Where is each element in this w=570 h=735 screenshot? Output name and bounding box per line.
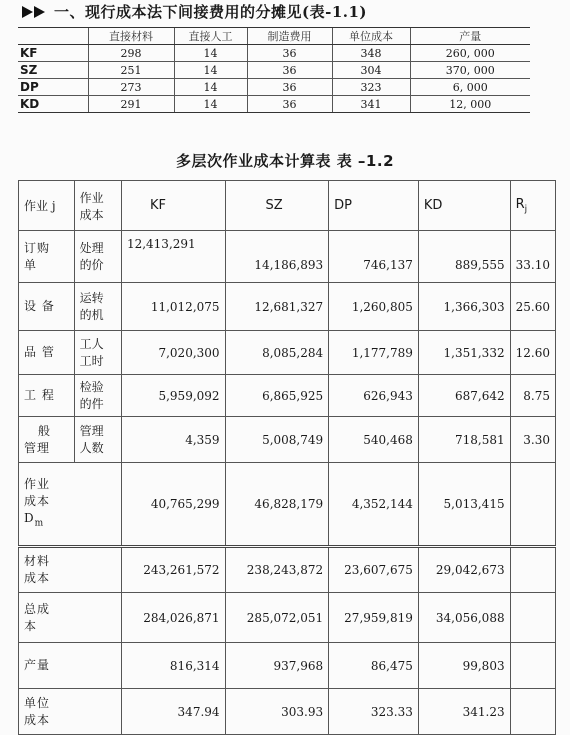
table-cell: 251 bbox=[88, 62, 174, 79]
header-manufacturing-overhead: 制造费用 bbox=[247, 28, 332, 45]
table-cell: 36 bbox=[247, 79, 332, 96]
row-label: KD bbox=[18, 96, 88, 113]
table-cell: 14 bbox=[174, 45, 247, 62]
dp-value: 4,352,144 bbox=[329, 463, 419, 547]
header-activity: 作业 j bbox=[19, 181, 75, 231]
cost-driver-label bbox=[74, 283, 121, 331]
sz-value: 238,243,872 bbox=[225, 547, 329, 593]
kd-value: 687,642 bbox=[418, 375, 510, 417]
label-line: 作业 bbox=[24, 476, 51, 491]
kf-value: 12,413,291 bbox=[121, 231, 225, 283]
kd-value: 99,803 bbox=[418, 643, 510, 689]
kf-value: 40,765,299 bbox=[121, 463, 225, 547]
kf-value: 7,020,300 bbox=[121, 331, 225, 375]
table-row bbox=[18, 96, 530, 113]
kd-value: 341.23 bbox=[418, 689, 510, 735]
table-cell: 14 bbox=[174, 96, 247, 113]
rj-value-empty bbox=[510, 547, 555, 593]
dm-subscript: m bbox=[34, 518, 45, 529]
sz-value: 937,968 bbox=[225, 643, 329, 689]
table-cell: 36 bbox=[247, 96, 332, 113]
activity-cost-table-1-2 bbox=[18, 180, 556, 735]
label-line: 单位 bbox=[24, 695, 51, 710]
table-header-row bbox=[19, 181, 556, 231]
material-cost-label bbox=[19, 547, 122, 593]
row-label: SZ bbox=[18, 62, 88, 79]
label-line: 的机 bbox=[79, 307, 104, 322]
output-label: 产量 bbox=[19, 643, 122, 689]
label-line: 工人 bbox=[79, 336, 104, 351]
table-row bbox=[19, 231, 556, 283]
label-line: 管理 bbox=[79, 423, 104, 438]
label-line: 成本 bbox=[24, 712, 51, 727]
rj-value-empty bbox=[510, 593, 555, 643]
table-cell: 341 bbox=[332, 96, 410, 113]
rj-value-empty bbox=[510, 463, 555, 547]
table-row bbox=[18, 62, 530, 79]
header-r-subscript: j bbox=[524, 204, 528, 215]
rj-value: 8.75 bbox=[510, 375, 555, 417]
header-kd: KD bbox=[418, 181, 510, 231]
activity-label: 工 程 bbox=[19, 375, 75, 417]
output-row bbox=[19, 643, 556, 689]
table-cell: 323 bbox=[332, 79, 410, 96]
header-line: 成本 bbox=[79, 207, 104, 222]
table-header-row bbox=[18, 28, 530, 45]
table-cell: 370, 000 bbox=[410, 62, 530, 79]
label-line: 般 bbox=[38, 423, 52, 438]
dp-value: 540,468 bbox=[329, 417, 419, 463]
table-row bbox=[19, 331, 556, 375]
row-label: KF bbox=[18, 45, 88, 62]
row-label: DP bbox=[18, 79, 88, 96]
table-row bbox=[18, 45, 530, 62]
table-row bbox=[19, 283, 556, 331]
label-line: 成本 bbox=[24, 571, 51, 585]
header-activity-cost-driver bbox=[74, 181, 121, 231]
dp-value: 23,607,675 bbox=[329, 547, 419, 593]
cost-driver-label bbox=[74, 231, 121, 283]
label-line bbox=[24, 510, 116, 532]
label-line: 运转 bbox=[79, 290, 104, 305]
label-line: 订购 bbox=[24, 240, 51, 255]
rj-value: 12.60 bbox=[510, 331, 555, 375]
sz-value: 14,186,893 bbox=[225, 231, 329, 283]
material-cost-row bbox=[19, 547, 556, 593]
label-line: 工时 bbox=[79, 353, 104, 368]
kf-value: 284,026,871 bbox=[121, 593, 225, 643]
cost-driver-label bbox=[74, 331, 121, 375]
table-cell: 14 bbox=[174, 79, 247, 96]
table-cell: 260, 000 bbox=[410, 45, 530, 62]
kd-value: 34,056,088 bbox=[418, 593, 510, 643]
header-unit-cost: 单位成本 bbox=[332, 28, 410, 45]
rj-value: 25.60 bbox=[510, 283, 555, 331]
unit-cost-label bbox=[19, 689, 122, 735]
dp-value: 27,959,819 bbox=[329, 593, 419, 643]
sz-value: 6,865,925 bbox=[225, 375, 329, 417]
double-play-arrow-icon bbox=[22, 5, 48, 19]
cost-driver-label bbox=[74, 375, 121, 417]
sz-value: 285,072,051 bbox=[225, 593, 329, 643]
rj-value: 3.30 bbox=[510, 417, 555, 463]
label-line: 总成 bbox=[24, 601, 51, 616]
header-r: R bbox=[515, 196, 525, 212]
header-line: 作业 bbox=[79, 190, 104, 205]
table-cell: 348 bbox=[332, 45, 410, 62]
label-line: 处理 bbox=[79, 240, 104, 255]
header-direct-material: 直接材料 bbox=[88, 28, 174, 45]
table-row bbox=[18, 79, 530, 96]
header-cell bbox=[18, 28, 88, 45]
heading-1-text: 一、现行成本法下间接费用的分摊见(表-1.1) bbox=[54, 3, 368, 21]
table-row bbox=[19, 417, 556, 463]
dp-value: 86,475 bbox=[329, 643, 419, 689]
table-cell: 298 bbox=[88, 45, 174, 62]
dp-value: 626,943 bbox=[329, 375, 419, 417]
table-row bbox=[19, 375, 556, 417]
label-line: 成本 bbox=[24, 493, 51, 508]
label-line: 本 bbox=[24, 618, 38, 633]
table-cell: 12, 000 bbox=[410, 96, 530, 113]
total-cost-label bbox=[19, 593, 122, 643]
activity-label: 设 备 bbox=[19, 283, 75, 331]
activity-label: 品 管 bbox=[19, 331, 75, 375]
sz-value: 46,828,179 bbox=[225, 463, 329, 547]
section-heading-1 bbox=[22, 1, 367, 22]
kf-value: 5,959,092 bbox=[121, 375, 225, 417]
table-cell: 273 bbox=[88, 79, 174, 96]
cost-table-1-1 bbox=[18, 27, 530, 113]
label-line: 的价 bbox=[79, 257, 104, 272]
kd-value: 1,351,332 bbox=[418, 331, 510, 375]
kf-value: 816,314 bbox=[121, 643, 225, 689]
rj-value: 33.10 bbox=[510, 231, 555, 283]
dp-value: 1,260,805 bbox=[329, 283, 419, 331]
total-cost-row bbox=[19, 593, 556, 643]
header-sz: SZ bbox=[225, 181, 329, 231]
dm-symbol: D bbox=[24, 510, 35, 525]
header-output: 产量 bbox=[410, 28, 530, 45]
label-line: 单 bbox=[24, 257, 38, 272]
unit-cost-row bbox=[19, 689, 556, 735]
activity-label bbox=[19, 417, 75, 463]
kf-value: 4,359 bbox=[121, 417, 225, 463]
kd-value: 5,013,415 bbox=[418, 463, 510, 547]
kd-value: 889,555 bbox=[418, 231, 510, 283]
kd-value: 1,366,303 bbox=[418, 283, 510, 331]
sz-value: 5,008,749 bbox=[225, 417, 329, 463]
sz-value: 8,085,284 bbox=[225, 331, 329, 375]
label-line: 材料 bbox=[24, 554, 51, 568]
activity-cost-dm-label bbox=[19, 463, 122, 547]
sz-value: 303.93 bbox=[225, 689, 329, 735]
kd-value: 29,042,673 bbox=[418, 547, 510, 593]
table-cell: 14 bbox=[174, 62, 247, 79]
table-cell: 36 bbox=[247, 62, 332, 79]
header-kf: KF bbox=[121, 181, 225, 231]
section-heading-2: 多层次作业成本计算表 表 –1.2 bbox=[175, 152, 395, 170]
kf-value: 11,012,075 bbox=[121, 283, 225, 331]
table-cell: 36 bbox=[247, 45, 332, 62]
sz-value: 12,681,327 bbox=[225, 283, 329, 331]
table-cell: 291 bbox=[88, 96, 174, 113]
label-line: 人数 bbox=[79, 440, 104, 455]
label-line: 的件 bbox=[79, 396, 104, 411]
activity-label bbox=[19, 231, 75, 283]
table-cell: 304 bbox=[332, 62, 410, 79]
header-rj bbox=[510, 181, 555, 231]
activity-cost-total-row bbox=[19, 463, 556, 547]
label-line: 管理 bbox=[24, 440, 51, 455]
dp-value: 746,137 bbox=[329, 231, 419, 283]
dp-value: 323.33 bbox=[329, 689, 419, 735]
kf-value: 243,261,572 bbox=[121, 547, 225, 593]
rj-value-empty bbox=[510, 643, 555, 689]
label-line: 检验 bbox=[79, 379, 104, 394]
table-cell: 6, 000 bbox=[410, 79, 530, 96]
cost-driver-label bbox=[74, 417, 121, 463]
header-dp: DP bbox=[329, 181, 419, 231]
rj-value-empty bbox=[510, 689, 555, 735]
header-direct-labor: 直接人工 bbox=[174, 28, 247, 45]
kd-value: 718,581 bbox=[418, 417, 510, 463]
dp-value: 1,177,789 bbox=[329, 331, 419, 375]
kf-value: 347.94 bbox=[121, 689, 225, 735]
